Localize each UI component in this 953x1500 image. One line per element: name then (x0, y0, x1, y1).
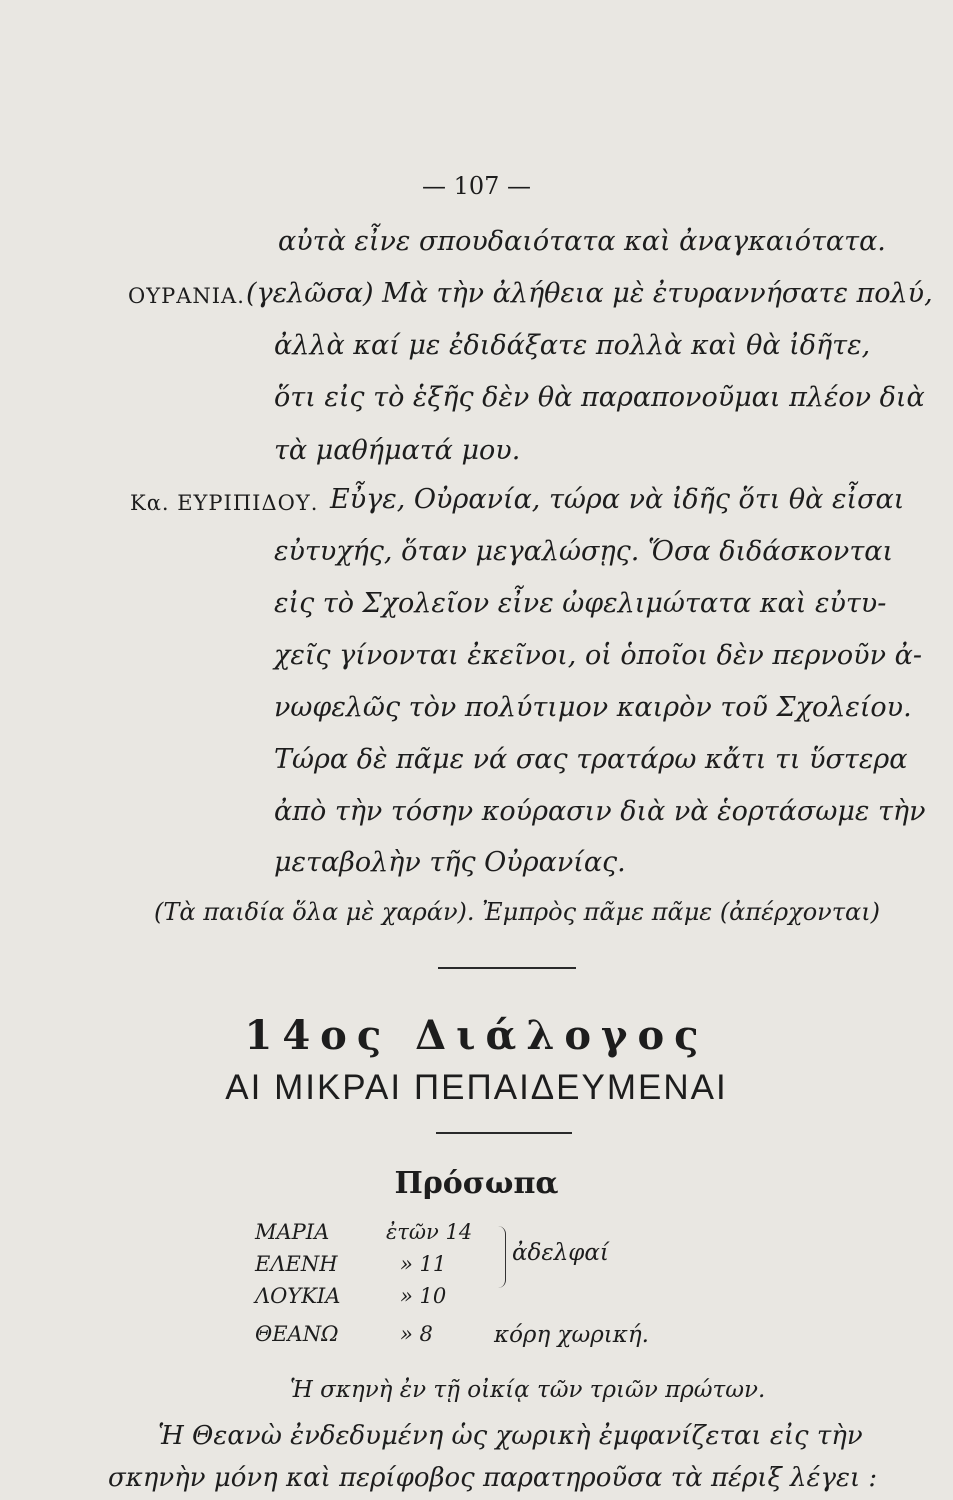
cast-age: » 11 (400, 1252, 447, 1276)
speaker-label: ΟΥΡΑΝΙΑ. (128, 284, 245, 308)
text-line: μεταβολὴν τῆς Οὐρανίας. (274, 847, 626, 878)
text-line: αὐτὰ εἶνε σπουδαιότατα καὶ ἀναγκαιότατα. (278, 226, 886, 257)
cast-age: » 8 (400, 1322, 433, 1346)
theano-note: κόρη χωρική. (494, 1322, 649, 1348)
cast-heading: Πρόσωπα (394, 1166, 559, 1201)
text-line: τὰ μαθήματά μου. (274, 435, 521, 466)
text-line: (γελῶσα) Μὰ τὴν ἀλήθεια μὲ ἐτυραννήσατε πολύ, (246, 278, 933, 309)
dialogue-number: 14ος Διάλογος (244, 1012, 709, 1059)
text-line: ἀπὸ τὴν τόσην κούρασιν διὰ νὰ ἑορτάσωμε τὴν (274, 796, 926, 827)
text-line: ἀλλὰ καί με ἐδιδάξατε πολλὰ καὶ θὰ ἰδῆτε, (274, 330, 871, 361)
dialogue-title: ΑΙ ΜΙΚΡΑΙ ΠΕΠΑΙΔΕΥΜΕΝΑΙ (225, 1068, 728, 1107)
text-line: ὅτι εἰς τὸ ἑξῆς δὲν θὰ παραπονοῦμαι πλέον διὰ (274, 382, 925, 413)
text-line: χεῖς γίνονται ἐκεῖνοι, οἱ ὁποῖοι δὲν περνοῦν ἀ- (274, 640, 922, 671)
page-number: — 107 — (421, 172, 532, 200)
cast-age: ἐτῶν 14 (386, 1220, 473, 1244)
speaker-label: Κα. ΕΥΡΙΠΙΔΟΥ. (130, 491, 319, 515)
separator-rule (436, 1132, 572, 1134)
cast-brace (495, 1226, 506, 1288)
text-line: νωφελῶς τὸν πολύτιμον καιρὸν τοῦ Σχολείου. (274, 692, 912, 723)
cast-name: ΘΕΑΝΩ (255, 1322, 339, 1346)
stage-direction: Ἡ Θεανὼ ἐνδεδυμένη ὡς χωρικὴ ἐμφανίζεται εἰς τὴν (158, 1421, 863, 1451)
text-line: Τώρα δὲ πᾶμε νά σας τρατάρω κἄτι τι ὕστερα (274, 744, 908, 775)
cast-age: » 10 (400, 1284, 447, 1308)
text-line: εὐτυχής, ὅταν μεγαλώσῃς. Ὅσα διδάσκονται (274, 536, 894, 567)
cast-name: ΜΑΡΙΑ (255, 1220, 330, 1244)
sisters-note: ἀδελφαί (512, 1240, 609, 1266)
cast-name: ΛΟΥΚΙΑ (255, 1284, 341, 1308)
cast-name: ΕΛΕΝΗ (255, 1252, 338, 1276)
text-line: εἰς τὸ Σχολεῖον εἶνε ὠφελιμώτατα καὶ εὐτυ- (274, 588, 887, 619)
scene-setting: Ἡ σκηνὴ ἐν τῇ οἰκίᾳ τῶν τριῶν πρώτων. (290, 1377, 766, 1403)
stage-direction: σκηνὴν μόνη καὶ περίφοβος παρατηροῦσα τὰ πέριξ λέγει : (108, 1463, 878, 1493)
separator-rule (438, 967, 576, 969)
text-line: Εὖγε, Οὐρανία, τώρα νὰ ἰδῆς ὅτι θὰ εἶσαι (330, 484, 905, 515)
text-line: (Τὰ παιδία ὅλα μὲ χαράν). Ἐμπρὸς πᾶμε πᾶμε (ἀπέρχονται) (154, 898, 880, 926)
